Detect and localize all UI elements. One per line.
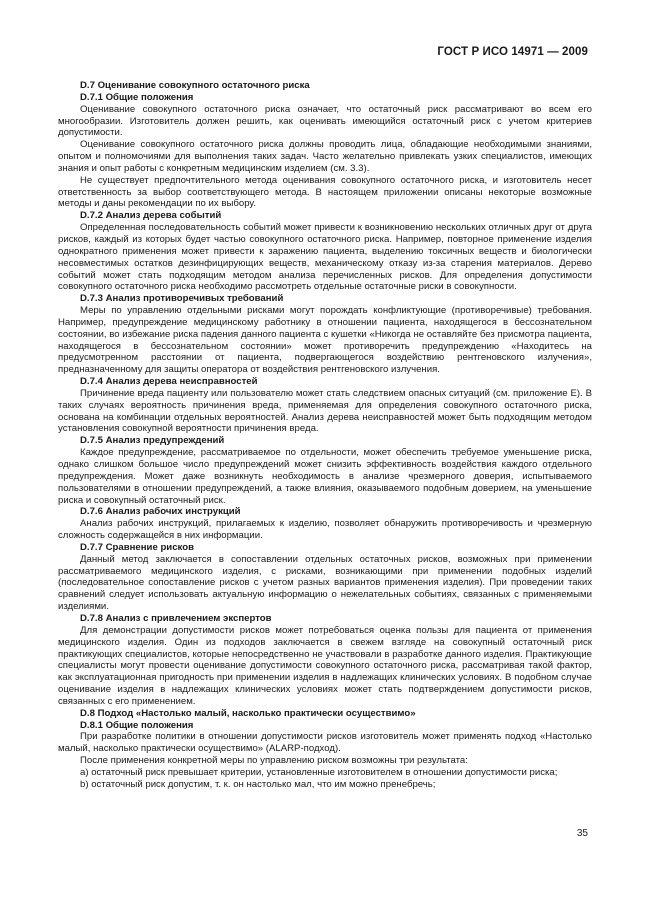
subsection-heading: D.7.8 Анализ с привлечением экспертов: [80, 612, 272, 624]
list-item: а) остаточный риск превышает критерии, установленные изготовителем в отношении допустимости риска;: [80, 766, 558, 778]
paragraph: После применения конкретной меры по управлению риском возможны три результата:: [80, 755, 468, 767]
paragraph: Данный метод заключается в сопоставлении отдельных остаточных рисков, возможных при применении рассматриваемого медицинского изделия, с рисками, возникающими при применении подобных изделий (последовательное сопоставление рисков с учетом разных вариантов применения изделия). При проведении таких сравнений следует использовать актуальную информацию о нежелательных событиях, связанных с применяемыми изделиями.: [58, 553, 592, 613]
paragraph: Оценивание совокупного остаточного риска должны проводить лица, обладающие необходимыми знаниями, опытом и полномочиями для выполнения таких задач. Часто желательно привлекать узких специалистов, имеющих знания и опыт работы с конкретным медицинским изделием (см. 3.3).: [58, 139, 592, 174]
subsection-heading: D.7.3 Анализ противоречивых требований: [80, 293, 284, 305]
subsection-heading: D.7.6 Анализ рабочих инструкций: [80, 506, 241, 518]
section-heading: D.8 Подход «Настолько малый, насколько практически осуществимо»: [80, 707, 416, 719]
paragraph: Определенная последовательность событий может привести к возникновению нескольких отличных друг от друга рисков, каждый из которых будет частью совокупного остаточного риска. Например, повторное применение изделия однократного применения может привести к заражению пациента, выделению токсичных веществ и биологически несовместимых остатков дезинфицирующих веществ, механическому отказу из-за старения материалов. Дерево событий может стать подходящим методом анализа перечисленных рисков. Для определения допустимости совокупного остаточного риска необходимо рассмотреть отдельные остаточные риски в совокупности.: [58, 222, 592, 293]
standard-header: ГОСТ Р ИСО 14971 — 2009: [437, 46, 588, 58]
paragraph: Меры по управлению отдельными рисками могут порождать конфликтующие (противоречивые) требования. Например, предупреждение медицинскому работнику в отношении пациента, находящегося в бессознательном состоянии, во избежание риска падения данного пациента с кушетки «Никогда не оставляйте без присмотра пациента, находящегося в бессознательном состоянии» может противоречить предупреждению «Находитесь на предусмотренном расстоянии от пациента, подвергающегося воздействию рентгеновского излучения», предназначенному для защиты оператора от воздействия рентгеновского излучения.: [58, 305, 592, 376]
subsection-heading: D.8.1 Общие положения: [80, 719, 194, 731]
subsection-heading: D.7.5 Анализ предупреждений: [80, 435, 225, 447]
subsection-heading: D.7.7 Сравнение рисков: [80, 541, 194, 553]
paragraph: Оценивание совокупного остаточного риска означает, что остаточный риск рассматривают во всем его многообразии. Изготовитель должен решить, как оценивать имеющийся остаточный риск с учетом критериев допустимости.: [58, 103, 592, 139]
subsection-heading: D.7.4 Анализ дерева неисправностей: [80, 376, 258, 388]
subsection-heading: D.7.1 Общие положения: [80, 91, 194, 103]
paragraph: При разработке политики в отношении допустимости рисков изготовитель может применять подход «Настолько малый, насколько практически осуществимо» (ALARP-подход).: [58, 731, 592, 755]
paragraph: Для демонстрации допустимости рисков может потребоваться оценка пользы для пациента от применения медицинского изделия. Один из подходов заключается в свежем взгляде на совокупный остаточный риск практикующих специалистов, которые непосредственно не участвовали в разработке данного изделия. Практикующие специалисты могут провести оценивание допустимости совокупного остаточного риска, рассматривая такой фактор, как эксплуатационная пригодность при применении изделия в надлежащих клинических условиях. В подобном случае оценивание изделия в надлежащих клинических условиях может стать подтверждением допустимости рисков, связанных с его применением.: [58, 624, 592, 707]
page-body: [58, 80, 592, 791]
page-number: 35: [576, 828, 588, 839]
subsection-heading: D.7.2 Анализ дерева событий: [80, 210, 222, 222]
paragraph: Не существует предпочтительного метода оценивания совокупного остаточного риска, и изготовитель несет ответственность за выбор соответствующего метода. В настоящем приложении описаны некоторые возможные методы и даны рекомендации по их выбору.: [58, 174, 592, 210]
list-item: b) остаточный риск допустим, т. к. он настолько мал, что им можно пренебречь;: [80, 778, 436, 790]
paragraph: Причинение вреда пациенту или пользователю может стать следствием опасных ситуаций (см. приложение Е). В таких случаях вероятность причинения вреда, применяемая для определения совокупного остаточного риска, основана на комбинации отдельных вероятностей. Анализ дерева неисправностей может быть подходящим методом установления совокупной вероятности причинения вреда.: [58, 387, 592, 435]
paragraph: Анализ рабочих инструкций, прилагаемых к изделию, позволяет обнаружить противоречивость и чрезмерную сложность содержащейся в них информации.: [58, 518, 592, 542]
section-heading: D.7 Оценивание совокупного остаточного риска: [80, 80, 310, 91]
paragraph: Каждое предупреждение, рассматриваемое по отдельности, может обеспечить требуемое уменьшение риска, однако слишком большое число предупреждений может снизить эффективность воздействия каждого отдельного предупреждения. Может даже возникнуть необходимость в анализе чрезмерного доверия, испытываемого пользователями в отношении предупреждений, а также влияния, оказываемого подобным доверием, на уменьшение риска и совокупный остаточный риск.: [58, 447, 592, 506]
